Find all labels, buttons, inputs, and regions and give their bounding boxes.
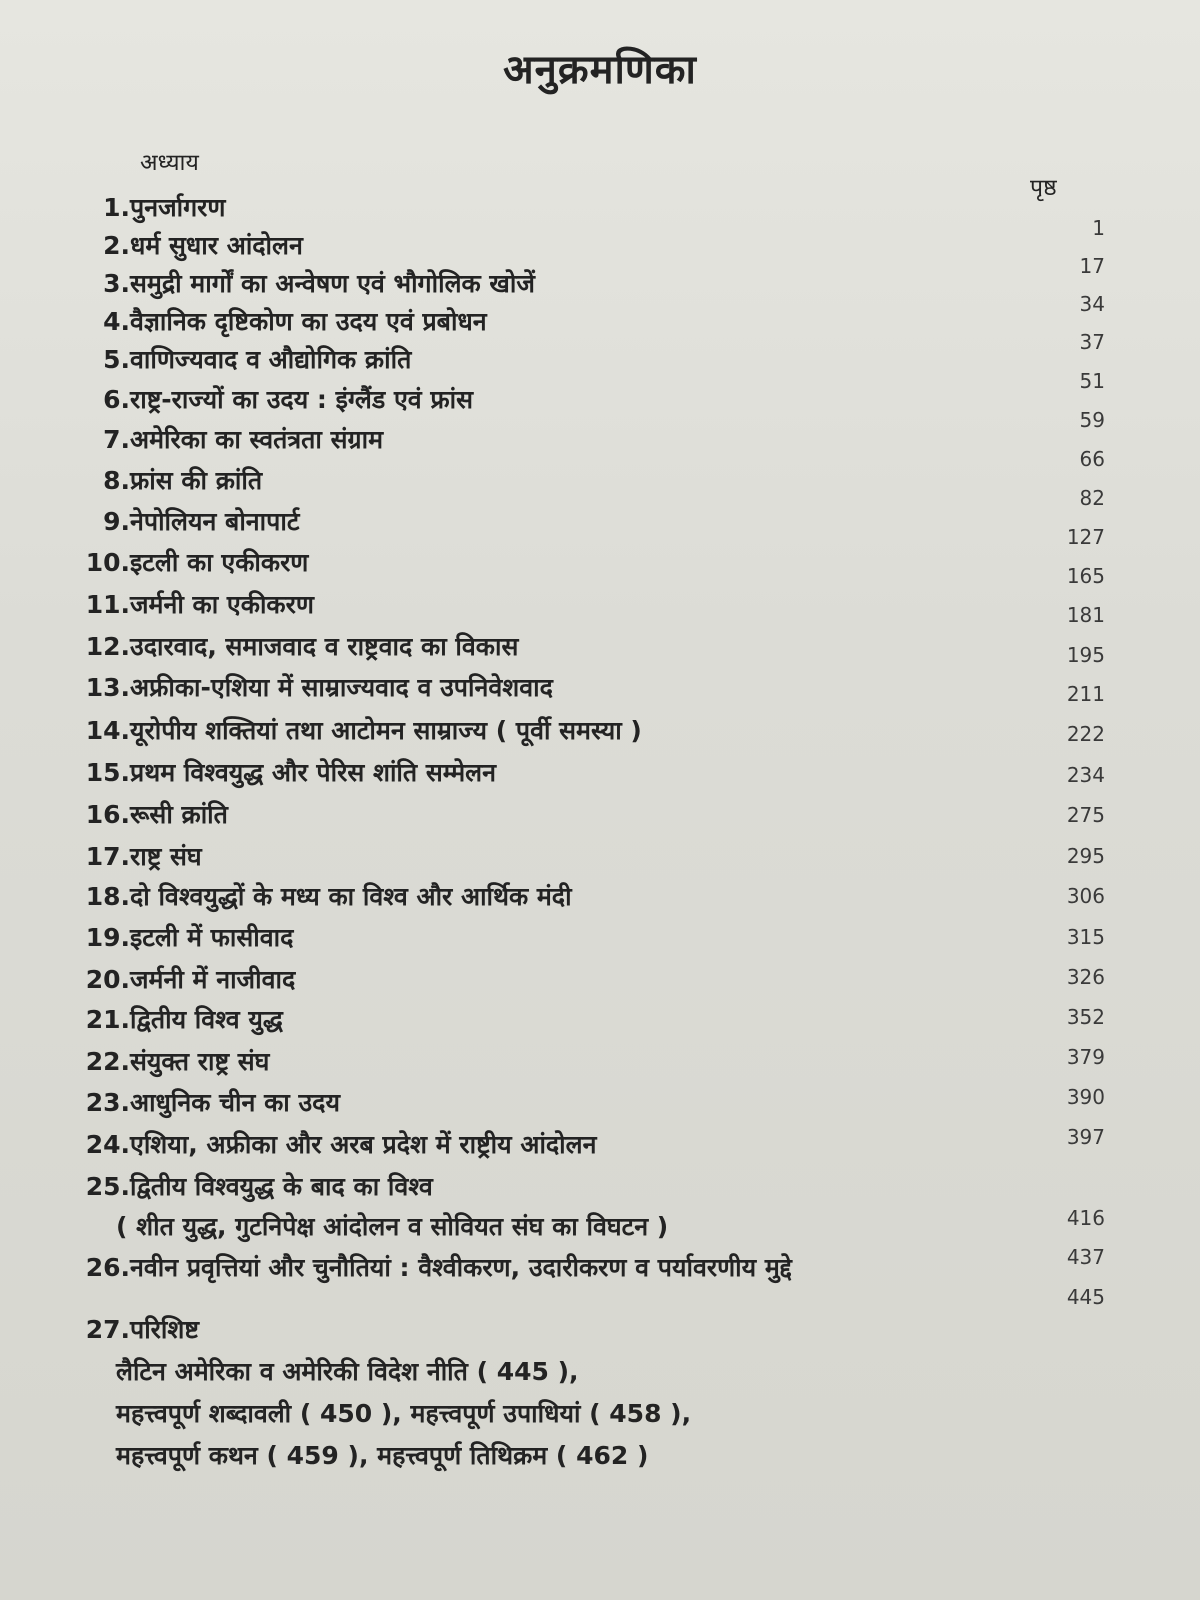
entry-title: एशिया, अफ्रीका और अरब प्रदेश में राष्ट्रीय आंदोलन: [130, 1130, 597, 1159]
entry-number: 25.: [85, 1172, 130, 1201]
page-number: 379: [1066, 1045, 1105, 1069]
entry-number: 16.: [85, 800, 130, 829]
entry-number: 24.: [85, 1130, 130, 1159]
page-number: 195: [1066, 643, 1105, 667]
entry-number: 7.: [103, 425, 130, 454]
entry-number: 17.: [85, 842, 130, 871]
entry-title: राष्ट्र-राज्यों का उदय : इंग्लैंड एवं फ्रांस: [130, 385, 474, 414]
entry-number: 22.: [85, 1047, 130, 1076]
entry-number: 12.: [85, 632, 130, 661]
page-number: 416: [1066, 1206, 1105, 1230]
entry-title: उदारवाद, समाजवाद व राष्ट्रवाद का विकास: [130, 632, 519, 661]
page-number: 66: [1079, 447, 1105, 471]
entry-title: द्वितीय विश्व युद्ध: [130, 1005, 283, 1034]
page-number: 275: [1066, 803, 1105, 827]
page-number: 127: [1066, 525, 1105, 549]
entry-title: अफ्रीका-एशिया में साम्राज्यवाद व उपनिवेशवाद: [130, 673, 553, 702]
entry-title: जर्मनी का एकीकरण: [130, 590, 314, 619]
toc-entry: [0, 1352, 1200, 1392]
toc-entry: [0, 1310, 1200, 1350]
entry-title: संयुक्त राष्ट्र संघ: [130, 1047, 270, 1076]
entry-title: वैज्ञानिक दृष्टिकोण का उदय एवं प्रबोधन: [130, 307, 487, 336]
entry-title: फ्रांस की क्रांति: [130, 466, 263, 495]
entry-title: आधुनिक चीन का उदय: [130, 1088, 340, 1117]
entry-number: 11.: [85, 590, 130, 619]
entry-title: यूरोपीय शक्तियां तथा आटोमन साम्राज्य ( पूर्वी समस्या ): [130, 716, 642, 745]
entry-title: अमेरिका का स्वतंत्रता संग्राम: [130, 425, 384, 454]
page-number: 181: [1066, 603, 1105, 627]
entry-number: 27.: [85, 1315, 130, 1344]
page-number: 326: [1066, 965, 1105, 989]
entry-number: 14.: [85, 716, 130, 745]
entry-title: दो विश्वयुद्धों के मध्य का विश्व और आर्थिक मंदी: [130, 882, 572, 911]
entry-number: 20.: [85, 965, 130, 994]
entry-title: महत्त्वपूर्ण शब्दावली ( 450 ), महत्त्वपूर्ण उपाधियां ( 458 ),: [116, 1399, 692, 1428]
entry-number: 6.: [103, 385, 130, 414]
entry-title: वाणिज्यवाद व औद्योगिक क्रांति: [130, 345, 412, 374]
entry-number: 26.: [85, 1253, 130, 1282]
page-number: 397: [1066, 1125, 1105, 1149]
page-number: 82: [1079, 486, 1105, 510]
entry-number: 13.: [85, 673, 130, 702]
entry-title: इटली में फासीवाद: [130, 923, 294, 952]
entry-number: 5.: [103, 345, 130, 374]
entry-title: नेपोलियन बोनापार्ट: [130, 507, 300, 536]
page-number: 390: [1066, 1085, 1105, 1109]
entry-title: रूसी क्रांति: [130, 800, 228, 829]
entry-title: पुनर्जागरण: [130, 193, 226, 222]
entry-title: महत्त्वपूर्ण कथन ( 459 ), महत्त्वपूर्ण तिथिक्रम ( 462 ): [116, 1441, 649, 1470]
entry-title: जर्मनी में नाजीवाद: [130, 965, 296, 994]
page-number: 306: [1066, 884, 1105, 908]
toc-entry: [0, 1436, 1200, 1476]
page-column-heading: पृष्ठ: [1030, 175, 1057, 201]
page-number: 437: [1066, 1245, 1105, 1269]
entry-number: 21.: [85, 1005, 130, 1034]
page-number: 315: [1066, 925, 1105, 949]
page-number: 165: [1066, 564, 1105, 588]
entry-number: 9.: [103, 507, 130, 536]
entry-number: 23.: [85, 1088, 130, 1117]
page-number: 34: [1079, 292, 1105, 316]
page-number: 51: [1079, 369, 1105, 393]
entry-number: 1.: [103, 193, 130, 222]
page-number: 222: [1066, 722, 1105, 746]
entry-title: ( शीत युद्ध, गुटनिपेक्ष आंदोलन व सोवियत संघ का विघटन ): [116, 1212, 669, 1241]
page-number: 211: [1066, 682, 1105, 706]
toc-entry: [0, 1394, 1200, 1434]
chapter-column-heading: अध्याय: [140, 150, 199, 176]
entry-title: समुद्री मार्गों का अन्वेषण एवं भौगोलिक खोजें: [130, 269, 535, 298]
page-number: 295: [1066, 844, 1105, 868]
page-number: 37: [1079, 330, 1105, 354]
page-number: 234: [1066, 763, 1105, 787]
entry-title: धर्म सुधार आंदोलन: [130, 231, 303, 260]
entry-title: लैटिन अमेरिका व अमेरिकी विदेश नीति ( 445 ),: [116, 1357, 579, 1386]
entry-number: 18.: [85, 882, 130, 911]
entry-number: 2.: [103, 231, 130, 260]
entry-title: राष्ट्र संघ: [130, 842, 202, 871]
entry-number: 8.: [103, 466, 130, 495]
entry-number: 15.: [85, 758, 130, 787]
page-number: 59: [1079, 408, 1105, 432]
entry-number: 19.: [85, 923, 130, 952]
entry-title: प्रथम विश्वयुद्ध और पेरिस शांति सम्मेलन: [130, 758, 496, 787]
entry-title: द्वितीय विश्वयुद्ध के बाद का विश्व: [130, 1172, 433, 1201]
page-number: 1: [1092, 216, 1105, 240]
entry-number: 3.: [103, 269, 130, 298]
page-title: अनुक्रमणिका: [503, 47, 697, 93]
entry-number: 10.: [85, 548, 130, 577]
entry-title: नवीन प्रवृत्तियां और चुनौतियां : वैश्वीकरण, उदारीकरण व पर्यावरणीय मुद्दे: [130, 1253, 792, 1282]
entry-title: परिशिष्ट: [130, 1315, 199, 1344]
entry-title: इटली का एकीकरण: [130, 548, 309, 577]
page-number: 445: [1066, 1285, 1105, 1309]
page-number: 352: [1066, 1005, 1105, 1029]
page-number: 17: [1079, 254, 1105, 278]
toc-entry: [0, 1167, 1200, 1207]
entry-number: 4.: [103, 307, 130, 336]
